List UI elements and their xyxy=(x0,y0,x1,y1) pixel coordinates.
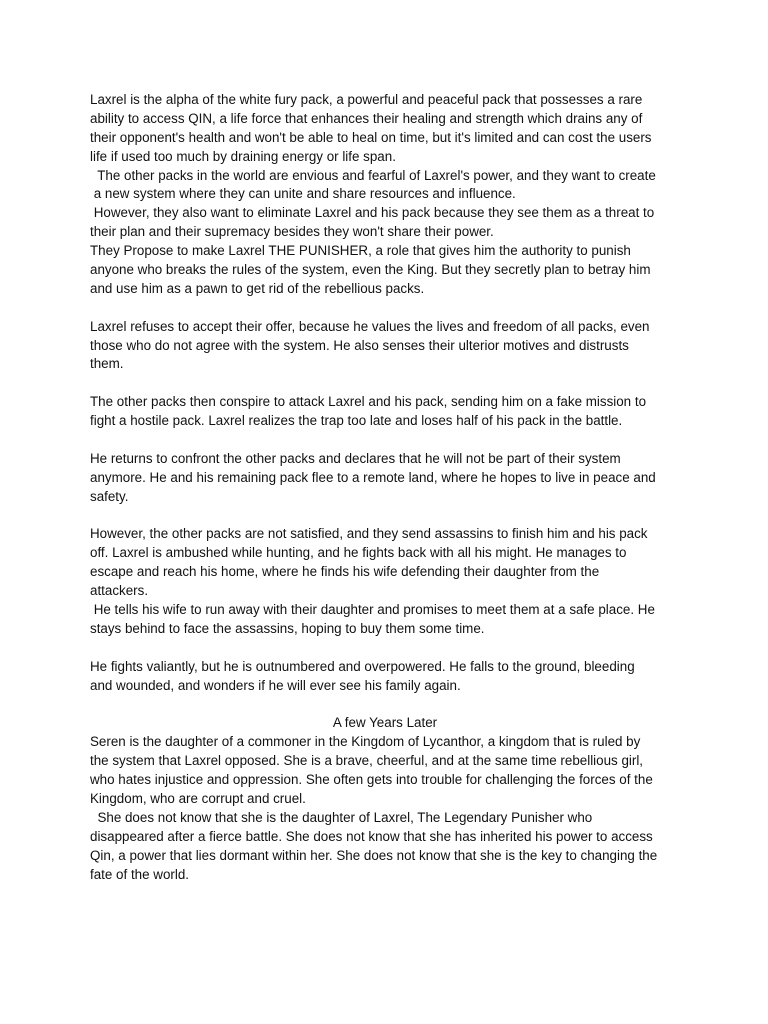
blank-line xyxy=(90,507,680,526)
text-line: life if used too much by draining energy or life span. xyxy=(90,148,396,164)
text-line: those who do not agree with the system. He also senses their ulterior motives and distrusts xyxy=(90,337,629,353)
text-line: attackers. xyxy=(90,583,149,599)
text-line: escape and reach his home, where he finds his wife defending their daughter from the xyxy=(90,564,600,580)
blank-line xyxy=(90,696,680,715)
text-line: who hates injustice and oppression. She often gets into trouble for challenging the forces of the xyxy=(90,772,653,788)
text-line: stays behind to face the assassins, hoping to buy them some time. xyxy=(90,620,485,636)
text-line: Kingdom, who are corrupt and cruel. xyxy=(90,790,306,806)
text-line: He returns to confront the other packs and declares that he will not be part of their system xyxy=(90,450,621,466)
section-heading: A few Years Later xyxy=(332,715,438,731)
text-line: Seren is the daughter of a commoner in the Kingdom of Lycanthor, a kingdom that is ruled by xyxy=(90,734,641,750)
paragraph-seren xyxy=(90,733,680,884)
document-page xyxy=(90,91,680,884)
text-line: He tells his wife to run away with their daughter and promises to meet them at a safe place. He xyxy=(90,602,655,618)
text-line: fight a hostile pack. Laxrel realizes the trap too late and loses half of his pack in the battle. xyxy=(90,413,623,429)
text-line: She does not know that she is the daughter of Laxrel, The Legendary Punisher who xyxy=(90,809,593,825)
text-line: However, the other packs are not satisfied, and they send assassins to finish him and his pack xyxy=(90,526,648,542)
blank-line xyxy=(90,299,680,318)
text-line: and use him as a pawn to get rid of the rebellious packs. xyxy=(90,280,425,296)
text-line: He fights valiantly, but he is outnumbered and overpowered. He falls to the ground, bleeding xyxy=(90,658,635,674)
text-line: They Propose to make Laxrel THE PUNISHER, a role that gives him the authority to punish xyxy=(90,243,631,259)
text-line: The other packs in the world are envious and fearful of Laxrel's power, and they want to create xyxy=(90,167,656,183)
text-line: However, they also want to eliminate Laxrel and his pack because they see them as a threat to xyxy=(90,205,655,221)
paragraph-laxrel-refuses xyxy=(90,318,680,375)
text-line: their opponent's health and won't be able to heal on time, but it's limited and can cost the users xyxy=(90,129,652,145)
text-line: fate of the world. xyxy=(90,866,189,882)
blank-line xyxy=(90,639,680,658)
paragraph-assassins xyxy=(90,525,680,638)
text-line: off. Laxrel is ambushed while hunting, and he fights back with all his might. He manages to xyxy=(90,545,627,561)
blank-line xyxy=(90,431,680,450)
text-line: disappeared after a fierce battle. She does not know that she has inherited his power to access xyxy=(90,828,653,844)
paragraph-conspiracy xyxy=(90,393,680,431)
paragraph-final-stand xyxy=(90,658,680,696)
text-line: the system that Laxrel opposed. She is a brave, cheerful, and at the same time rebellious girl, xyxy=(90,753,644,769)
text-line: ability to access QIN, a life force that enhances their healing and strength which drains any of xyxy=(90,110,643,126)
paragraph-confrontation xyxy=(90,450,680,507)
text-line: anyone who breaks the rules of the system, even the King. But they secretly plan to betray him xyxy=(90,262,651,278)
text-line: The other packs then conspire to attack Laxrel and his pack, sending him on a fake mission to xyxy=(90,394,647,410)
text-line: Qin, a power that lies dormant within her. She does not know that she is the key to changing the xyxy=(90,847,658,863)
text-line: their plan and their supremacy besides they won't share their power. xyxy=(90,224,494,240)
blank-line xyxy=(90,374,680,393)
text-line: anymore. He and his remaining pack flee to a remote land, where he hopes to live in peace and xyxy=(90,469,656,485)
text-line: Laxrel refuses to accept their offer, because he values the lives and freedom of all packs, even xyxy=(90,318,650,334)
text-line: safety. xyxy=(90,488,129,504)
text-line: them. xyxy=(90,356,124,372)
paragraph-laxrel-intro xyxy=(90,91,680,299)
text-line: a new system where they can unite and share resources and influence. xyxy=(90,186,516,202)
text-line: and wounded, and wonders if he will ever see his family again. xyxy=(90,677,461,693)
text-line: Laxrel is the alpha of the white fury pack, a powerful and peaceful pack that possesses a rare xyxy=(90,92,643,107)
